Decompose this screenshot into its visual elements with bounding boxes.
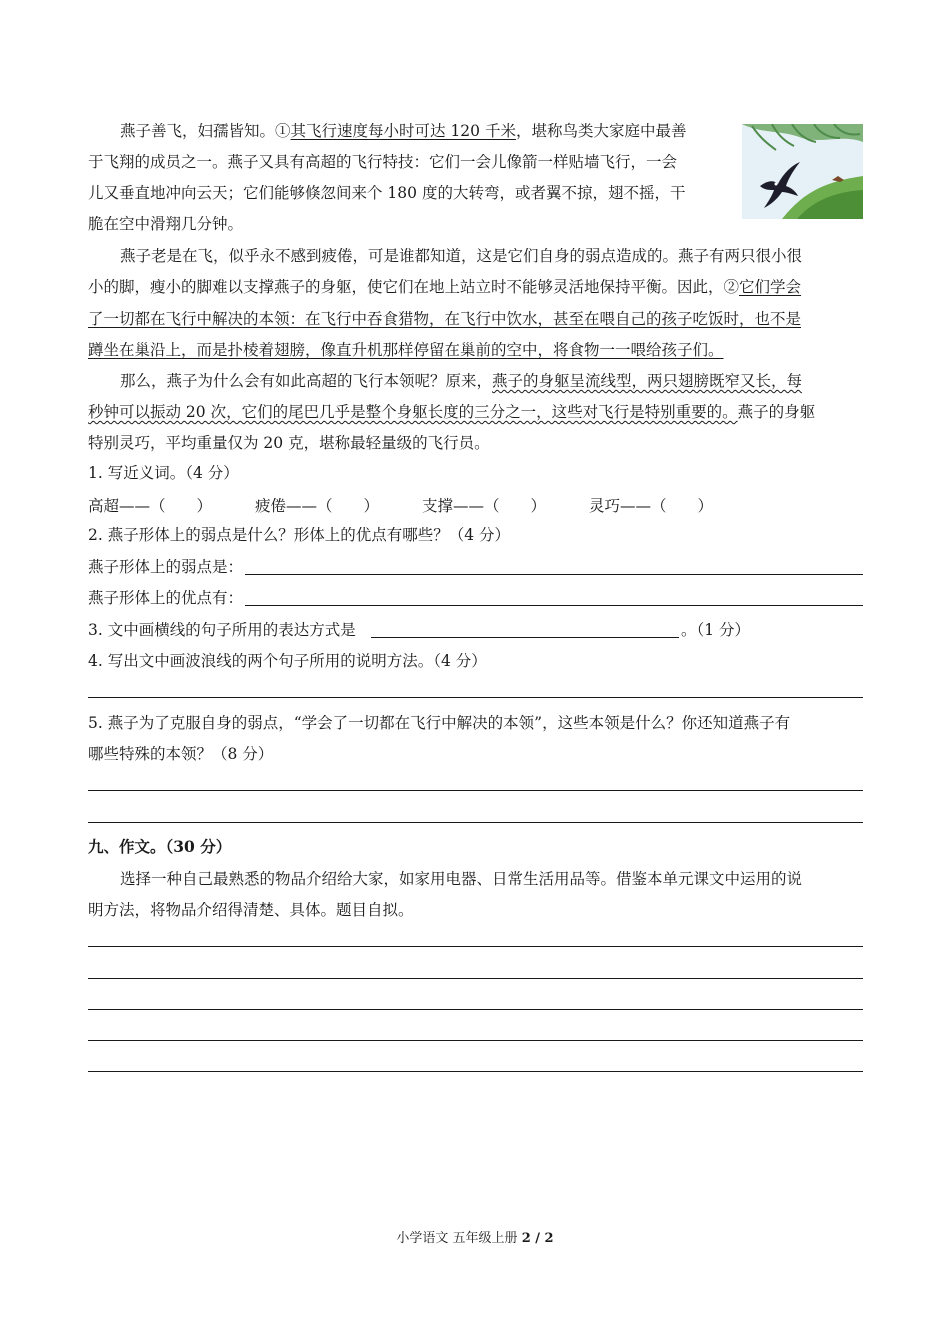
question-1: 1. 写近义词。（4 分）: [88, 464, 239, 482]
question-3: 3. 文中画横线的句子所用的表达方式是: [88, 621, 356, 639]
answer-line-q5-1[interactable]: [88, 790, 863, 791]
question-2: 2. 燕子形体上的弱点是什么？形体上的优点有哪些？（4 分）: [88, 526, 511, 544]
answer-line-q4[interactable]: [88, 697, 863, 698]
composition-line-4[interactable]: [88, 1040, 863, 1041]
swallow-illustration: [742, 124, 863, 219]
passage-p2-line2: [88, 277, 801, 297]
passage-p2-line1: 燕子老是在飞，似乎永不感到疲倦，可是谁都知道，这是它们自身的弱点造成的。燕子有两只很小很: [120, 247, 803, 265]
answer-line-q3[interactable]: [371, 637, 679, 638]
composition-line-5[interactable]: [88, 1071, 863, 1072]
wavy-sentence: 燕子的身躯呈流线型，两只翅膀既窄又长，每: [492, 372, 803, 390]
question-2-strength-label: 燕子形体上的优点有：: [88, 589, 244, 607]
question-3-score: 。（1 分）: [681, 621, 751, 639]
passage-text: 小的脚，瘦小的脚难以支撑燕子的身躯，使它们在地上站立时不能够灵活地保持平衡。因此，②: [88, 278, 740, 296]
answer-line-strength[interactable]: [245, 605, 863, 606]
vocab-item-3[interactable]: 支撑——（ ）: [422, 497, 547, 515]
composition-prompt-line2: 明方法，将物品介绍得清楚、具体。题目自拟。: [88, 901, 414, 919]
passage-p1-line4: 脆在空中滑翔几分钟。: [88, 215, 244, 233]
passage-text: 燕子的身躯: [737, 403, 816, 421]
question-4: 4. 写出文中画波浪线的两个句子所用的说明方法。（4 分）: [88, 652, 487, 670]
swallow-icon: [742, 124, 863, 219]
passage-p3-line1: [120, 371, 802, 391]
passage-p1-line2: 于飞翔的成员之一。燕子又具有高超的飞行特技：它们一会儿像箭一样贴墙飞行，一会: [88, 153, 678, 171]
answer-line-weakness[interactable]: [245, 574, 863, 575]
vocab-item-4[interactable]: 灵巧——（ ）: [589, 497, 714, 515]
passage-p1-line1: [120, 121, 686, 141]
composition-line-3[interactable]: [88, 1009, 863, 1010]
composition-line-1[interactable]: [88, 946, 863, 947]
passage-p1-line3: 儿又垂直地冲向云天；它们能够倏忽间来个 180 度的大转弯，或者翼不掠，翅不摇，干: [88, 184, 686, 202]
page-number: 2 / 2: [521, 1231, 554, 1246]
footer-text: 小学语文 五年级上册: [396, 1231, 522, 1246]
underlined-sentence-line4: 蹲坐在巢沿上，而是扑棱着翅膀，像直升机那样停留在巢前的空中，将食物一一喂给孩子们。: [88, 341, 724, 359]
question-2-weakness-label: 燕子形体上的弱点是：: [88, 558, 244, 576]
vocab-item-2[interactable]: 疲倦——（ ）: [255, 497, 380, 515]
vocab-item-1[interactable]: 高超——（ ）: [88, 497, 213, 515]
passage-p3-line3: 特别灵巧，平均重量仅为 20 克，堪称最轻量级的飞行员。: [88, 434, 490, 452]
composition-line-2[interactable]: [88, 978, 863, 979]
passage-text: 燕子善飞，妇孺皆知。①: [120, 122, 291, 140]
underlined-sentence-line3: 了一切都在飞行中解决的本领：在飞行中吞食猎物，在飞行中饮水，甚至在喂自己的孩子吃饭时，也不是: [88, 310, 802, 328]
answer-line-q5-2[interactable]: [88, 822, 863, 823]
wavy-sentence: 秒钟可以振动 20 次，它们的尾巴几乎是整个身躯长度的三分之一，这些对飞行是特别重要的。: [88, 403, 738, 421]
question-5-line1: 5. 燕子为了克服自身的弱点，“学会了一切都在飞行中解决的本领”，这些本领是什么？你还知道燕子有: [88, 714, 791, 732]
passage-p3-line2: [88, 402, 815, 422]
passage-text: ，堪称鸟类大家庭中最善: [515, 122, 687, 140]
page-footer: [0, 1227, 950, 1246]
passage-text: 那么，燕子为什么会有如此高超的飞行本领呢？原来，: [120, 372, 493, 390]
underlined-sentence: 它们学会: [739, 278, 802, 296]
composition-prompt-line1: 选择一种自己最熟悉的物品介绍给大家，如家用电器、日常生活用品等。借鉴本单元课文中运用的说: [120, 870, 803, 888]
composition-heading: 九、作文。（30 分）: [88, 837, 232, 856]
underlined-sentence: 其飞行速度每小时可达 120 千米: [290, 122, 516, 140]
question-5-line2: 哪些特殊的本领？（8 分）: [88, 745, 274, 763]
